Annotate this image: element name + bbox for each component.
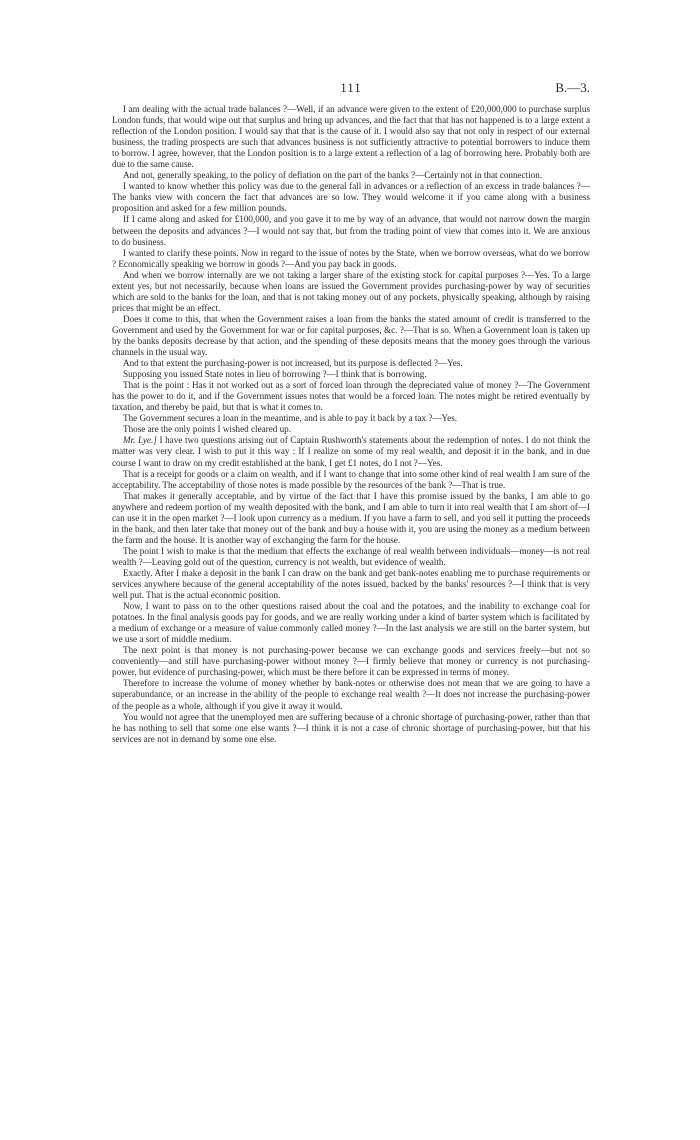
paragraph: I am dealing with the actual trade balances ?—Well, if an advance were given to the extent of £20,000,000 to purchase surplus London funds, that would wipe out that surplus and bring up advances, and the fact that that has not happened is to a large extent a reflection of the London position. I would say that that is the cause of it. I would also say that not only in respect of our external business, the trading prospects are such that advances business is not sufficiently attractive to potential borrowers to induce them to borrow. I agree, however, that the London position is to a large extent a reflection of a lag of borrowing here. Probably both are due to the same cause.: [112, 104, 590, 170]
paragraph: The point I wish to make is that the medium that effects the exchange of real wealth between individuals—money—is not real wealth ?—Leaving gold out of the question, currency is not wealth, but evidence of wealth.: [112, 545, 590, 567]
paragraph: And not, generally speaking, to the policy of deflation on the part of the banks ?—Certainly not in that connection.: [123, 170, 543, 181]
paragraph: The next point is that money is not purchasing-power because we can exchange goods and services freely—but not so conveniently—and still have purchasing-power without money ?—I firmly believe that money or currency is not purchasing-power, but evidence of purchasing-power, which must be there before it can be expressed in terms of money.: [112, 645, 590, 678]
paragraph: Supposing you issued State notes in lieu of borrowing ?—I think that is borrowing.: [123, 369, 427, 380]
paragraph: I wanted to know whether this policy was due to the general fall in advances or a reflection of an excess in trade balances ?—The banks view with concern the fact that advances are so low. They would welcome it if you came along with a business proposition and asked for a few million pounds.: [112, 181, 590, 214]
paragraph: Now, I want to pass on to the other questions raised about the coal and the potatoes, and the inability to exchange coal for potatoes. In the final analysis goods pay for goods, and we are really working under a kind of barter system which is facilitated by a medium of exchange or a measure of value commonly called money ?—In the last analysis we are still on the barter system, but we use a sort of middle medium.: [112, 601, 590, 645]
paragraph: The Government secures a loan in the meantime, and is able to pay it back by a tax ?—Yes.: [123, 413, 458, 424]
paragraph-text: I have two questions arising out of Captain Rushworth's statements about the redemption of notes. I do not think the matter was very clear. I wish to put it this way : If I realize on some of my real wealth, and deposit it in the bank, and in due course I want to draw on my credit established at the bank, I get £1 notes, do I not ?—Yes.: [112, 435, 591, 468]
paragraph: That is a receipt for goods or a claim on wealth, and if I want to change that into some other kind of real wealth I am sure of the acceptability. The acceptability of those notes is made possible by the resources of the bank ?—That is true.: [112, 468, 590, 490]
paragraph: That makes it generally acceptable, and by virtue of the fact that I have this promise issued by the banks, I am able to go anywhere and redeem portion of my wealth deposited with the bank, and I am able to turn it into real wealth that I am short of—I can use it in the open market ?—I look upon currency as a medium. If you have a farm to sell, and you sell it putting the proceeds in the bank, and then later take that money out of the bank and buy a house with it, you are using the money as a medium between the farm and the house. It is another way of exchanging the farm for the house.: [112, 490, 590, 545]
page-header: [112, 80, 590, 100]
document-reference: B.—3.: [555, 80, 590, 95]
body-text: [112, 104, 590, 745]
paragraph: And to that extent the purchasing-power is not increased, but its purpose is deflected ?—Yes.: [123, 358, 463, 369]
paragraph: Exactly. After I make a deposit in the bank I can draw on the bank and get bank-notes enabling me to purchase requirements or services anywhere because of the general acceptability of the notes issued, backed by the banks' resources ?—I think that is very well put. That is the actual economic position.: [112, 567, 590, 601]
page-number: 111: [340, 80, 362, 95]
paragraph: If I came along and asked for £100,000, and you gave it to me by way of an advance, that would not narrow down the margin between the deposits and advances ?—I would not say that, but from the trading point of view that comes into it. We are anxious to do business.: [112, 214, 590, 247]
speaker-label: Mr. Lye.]: [123, 435, 157, 446]
paragraph: I wanted to clarify these points. Now in regard to the issue of notes by the State, when we borrow overseas, what do we borrow ? Economically speaking we borrow in goods ?—And you pay back in goods.: [112, 247, 590, 269]
paragraph: Does it come to this, that when the Government raises a loan from the banks the stated amount of credit is transferred to the Government and used by the Government for war or for capital purposes, &c. ?—That is so. When a Government loan is taken up by the banks deposits decrease by that action, and the spending of these deposits means that the money goes through the various channels in the usual way.: [112, 313, 590, 358]
paragraph: Therefore to increase the volume of money whether by bank-notes or otherwise does not mean that we are going to have a superabundance, or an increase in the ability of the people to exchange real wealth ?—It does not increase the purchasing-power of the people as a whole, although if you give it away it would.: [112, 678, 590, 711]
paragraph: You would not agree that the unemployed men are suffering because of a chronic shortage of purchasing-power, rather than that he has nothing to sell that some one else wants ?—I think it is not a case of chronic shortage of purchasing-power, but that his services are not in demand by some one else.: [112, 711, 590, 744]
paragraph: That is the point : Has it not worked out as a sort of forced loan through the depreciated value of money ?—The Government has the power to do it, and if the Government issues notes that would be a forced loan. The notes might be retired eventually by taxation, and thereby be paid, but that is what it comes to.: [112, 380, 590, 413]
paragraph: And when we borrow internally are we not taking a larger share of the existing stock for capital purposes ?—Yes. To a large extent yes, but not necessarily, because when loans are issued the Government provides purchasing-power by way of securities which are sold to the banks for the loan, and that is not taking money out of any pockets, physically speaking, although by raising prices that might be an effect.: [112, 269, 590, 313]
paragraph-with-speaker: [112, 435, 590, 468]
paragraph: Those are the only points I wished cleared up.: [123, 424, 292, 435]
